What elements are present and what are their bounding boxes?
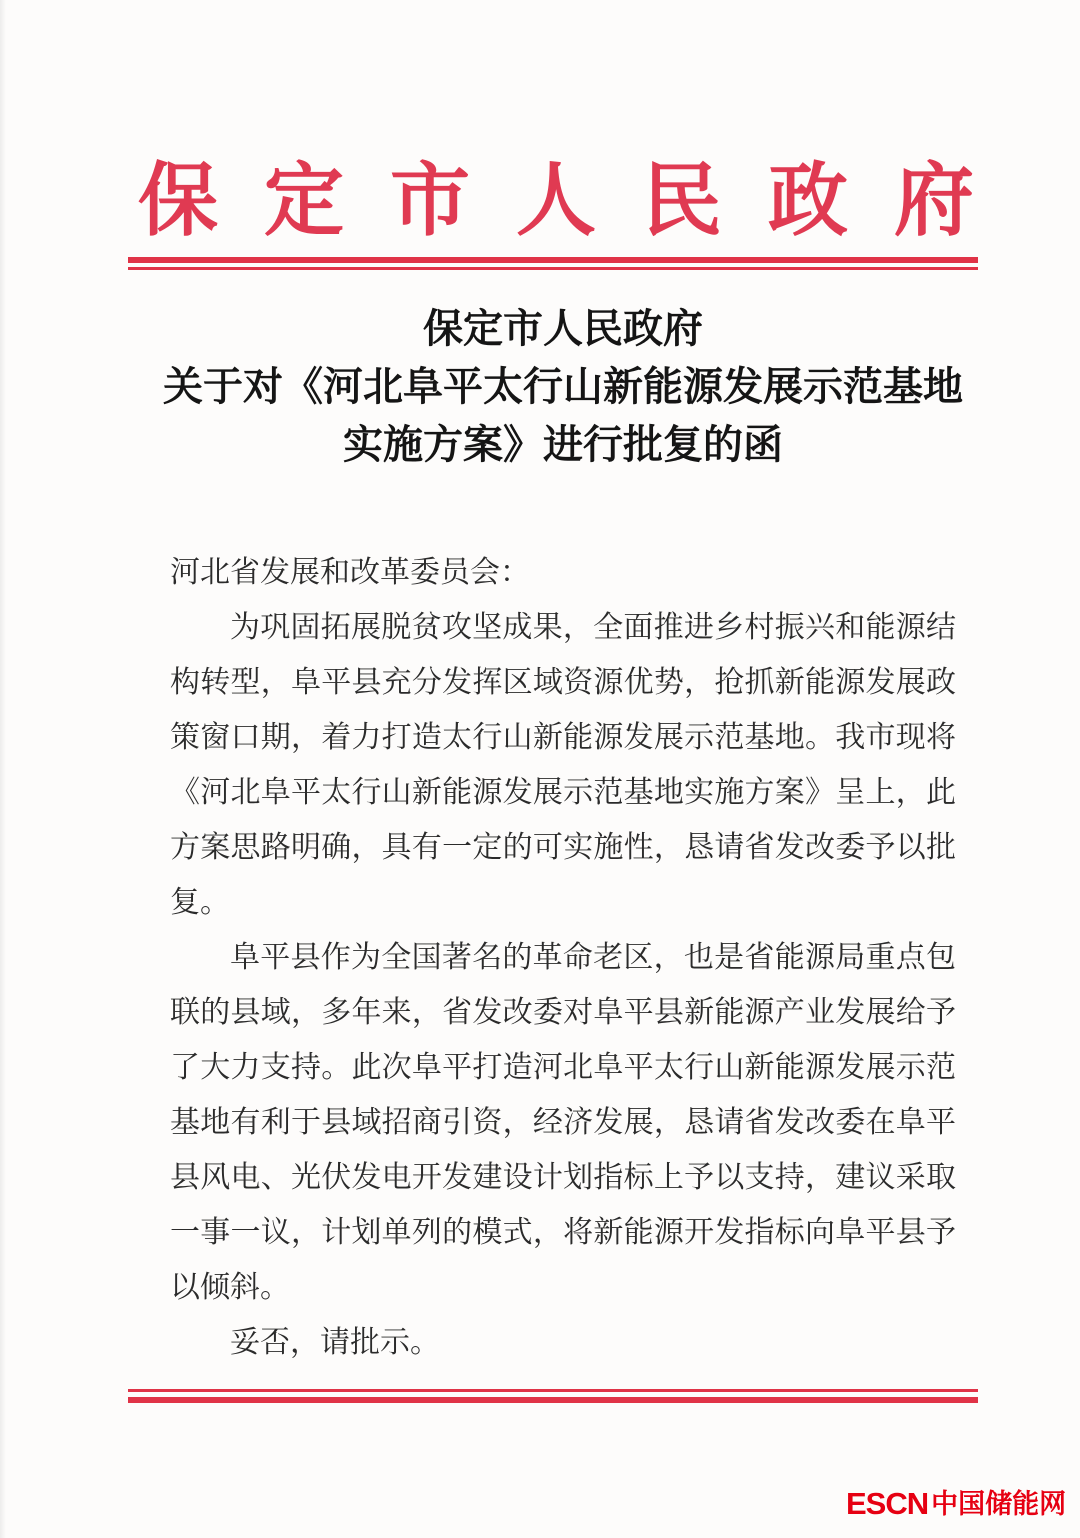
watermark-cjk-text: 中国储能网 [931, 1489, 1067, 1519]
paragraph-1: 为巩固拓展脱贫攻坚成果，全面推进乡村振兴和能源结构转型，阜平县充分发挥区域资源优势，抢抓新能源发展政策窗口期，着力打造太行山新能源发展示范基地。我市现将《河北阜平太行山新能源发展示范基地实施方案》呈上，此方案思路明确，具有一定的可实施性，恳请省发改委予以批复。 [170, 611, 956, 919]
document-body [170, 545, 956, 1370]
watermark-escn-text: ESCN [846, 1486, 929, 1521]
letterhead-double-rule [128, 257, 978, 270]
footer-double-rule [128, 1389, 978, 1403]
document-title [23, 300, 1080, 474]
letterhead-agency-name: 保定市人民政府 [138, 158, 1020, 246]
closing-line: 妥否，请批示。 [230, 1326, 440, 1359]
watermark-logo [846, 1482, 1066, 1522]
document-title-line3: 实施方案》进行批复的函 [343, 422, 783, 467]
document-title-line2: 关于对《河北阜平太行山新能源发展示范基地 [163, 364, 963, 409]
paragraph-2: 阜平县作为全国著名的革命老区，也是省能源局重点包联的县域，多年来，省发改委对阜平县新能源产业发展给予了大力支持。此次阜平打造河北阜平太行山新能源发展示范基地有利于县域招商引资，经济发展，恳请省发改委在阜平县风电、光伏发电开发建设计划指标上予以支持，建议采取一事一议，计划单列的模式，将新能源开发指标向阜平县予以倾斜。 [170, 941, 956, 1304]
letterhead-rule-thin [128, 267, 978, 270]
document-title-line1: 保定市人民政府 [423, 306, 703, 351]
footer-rule-thin [128, 1389, 978, 1392]
letterhead-rule-thick [128, 257, 978, 263]
salutation: 河北省发展和改革委员会： [170, 556, 530, 589]
footer-rule-thick [128, 1397, 978, 1403]
